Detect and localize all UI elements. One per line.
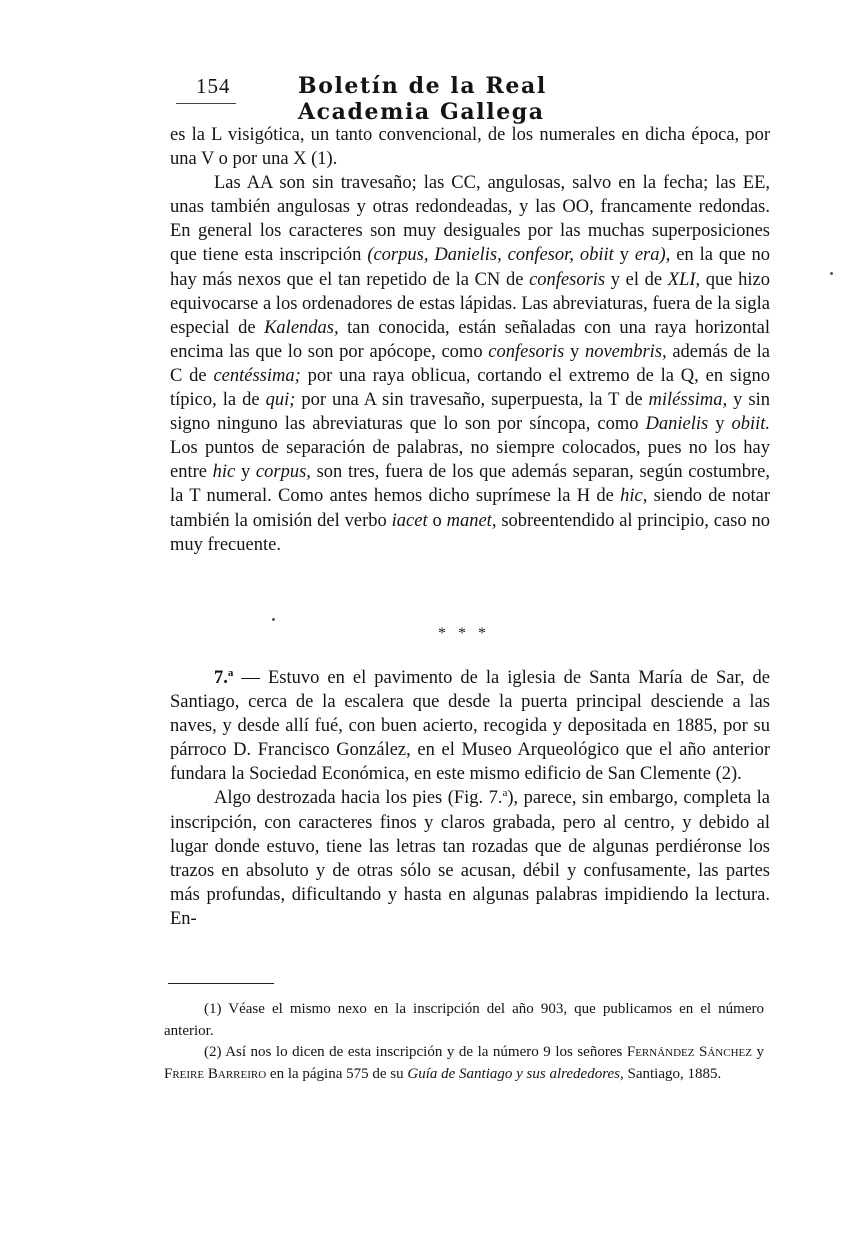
text-run: y — [613, 245, 635, 266]
italic-term: era), — [634, 245, 671, 266]
section-number: 7.$^a$ — [214, 666, 234, 688]
text-run: o — [427, 510, 447, 531]
scan-speck — [830, 272, 833, 275]
paragraph-1 — [170, 123, 770, 171]
italic-term: obiit. — [731, 414, 771, 435]
footnote-2: (2) Así nos lo dicen de esta inscripción y de la número 9 los señores Fernández Sánchez y Freire Barreiro en la página 575 de su Guía de Santiago y sus alrededores, Santiago, 1885. — [164, 1044, 764, 1082]
footnote-rule — [168, 983, 274, 984]
section-7-paragraph-1 — [170, 666, 770, 786]
text-run: y sin signo ninguno las abreviaturas que lo son por síncopa, como — [170, 390, 770, 435]
italic-term: qui; — [265, 390, 296, 411]
italic-term: hic, — [620, 486, 648, 507]
text-run: Las AA son sin travesaño; las CC, angulosas, salvo en la fecha; las EE, unas también angulosas y otras redondeadas, y las OO, francamente redondas. En general los caracteres son muy desiguales por las muchas superposiciones que tiene esta inscripción — [170, 173, 770, 266]
author-name-2: Freire Barreiro — [164, 1065, 267, 1082]
text-run: por una A sin travesaño, superpuesta, la T de — [295, 390, 649, 411]
text-run: y — [235, 462, 256, 483]
italic-term: corpus, — [255, 462, 311, 483]
running-title: Boletín de la Real Academia Gallega — [298, 73, 547, 125]
section-7 — [170, 666, 770, 931]
italic-term: Danielis — [645, 414, 709, 435]
page-number: 154 — [196, 74, 231, 98]
paragraph-2 — [170, 171, 770, 557]
text-run: en la que no hay más nexos que el tan repetido de la CN de — [170, 245, 770, 290]
text-run: por una raya oblicua, cortando el extremo de la Q, en signo típico, la de — [170, 365, 770, 411]
italic-term: miléssima, — [648, 390, 728, 411]
main-text — [170, 123, 770, 557]
text-run: siendo de notar también la omisión del verbo — [170, 486, 770, 531]
italic-term: iacet — [391, 510, 428, 531]
text-run: además de la C de — [170, 341, 770, 386]
scan-speck — [272, 618, 275, 621]
section-dash: — — [233, 668, 268, 688]
author-name-1: Fernández Sánchez — [626, 1044, 752, 1060]
italic-term: confesoris — [529, 269, 606, 290]
header-rule — [176, 103, 236, 104]
text-run: y el de — [605, 269, 668, 290]
italic-term: manet, — [446, 510, 497, 531]
italic-term: centéssima; — [213, 365, 301, 386]
text-run: es la L visigótica, un tanto convencional, de los numerales en dicha época, por una V o por una X (1). — [170, 125, 770, 170]
italic-term: hic — [212, 462, 236, 483]
section-7-text-1: Estuvo en el pavimento de la iglesia de Santa María de Sar, de Santiago, cerca de la escalera que desde la puerta principal desciende a las naves, y desde allí fué, con buen acierto, recogida y depositada en 1885, por su párroco D. Francisco González, en el Museo Arqueológico que el año anterior fundara la Sociedad Económica, en este mismo edificio de San Clemente (2). — [170, 668, 770, 785]
text-run: tan conocida, están señaladas con una raya horizontal encima las que lo son por apócope, como — [170, 317, 770, 362]
text-run: y — [708, 414, 732, 435]
footnote-1: (1) Véase el mismo nexo en la inscripción del año 903, que publicamos en el número anterior. — [164, 1001, 764, 1039]
italic-term: novembris, — [584, 341, 667, 362]
italic-term: XLI, — [667, 269, 701, 290]
cited-book-title: Guía de Santiago y sus alrededores, — [407, 1065, 624, 1082]
text-run: sobreentendido al principio, caso no muy frecuente. — [170, 510, 770, 555]
italic-term: confesoris — [488, 341, 565, 362]
italic-term: Kalendas, — [264, 317, 339, 338]
section-separator: * * * — [438, 625, 490, 642]
text-run: son tres, fuera de los que además separan, según costumbre, la T numeral. Como antes hemos dicho suprímese la H de — [170, 462, 770, 507]
text-run: Los puntos de separación de palabras, no siempre colocados, pues no los hay entre — [170, 438, 770, 483]
page-header — [176, 73, 656, 125]
italic-term: (corpus, Danielis, confesor, obiit — [367, 245, 614, 266]
text-run: y — [564, 341, 585, 362]
section-7-paragraph-2: Algo destrozada hacia los pies (Fig. 7.$^a$), parece, sin embargo, completa la inscripción, con caracteres finos y claros grabada, pero al centro, y debido al lugar donde estuvo, tiene las letras tan rozadas que de algunas perdiéronse los trazos en absoluto y de otras sólo se acusan, débil y confusamente, las partes más profundas, dificultando y hasta en algunas palabras impidiendo la lectura. En- — [170, 787, 770, 929]
text-run: que hizo equivocarse a los ordenadores de estas lápidas. Las abreviaturas, fuera de la sigla especial de — [170, 269, 771, 338]
footnotes — [164, 999, 764, 1085]
